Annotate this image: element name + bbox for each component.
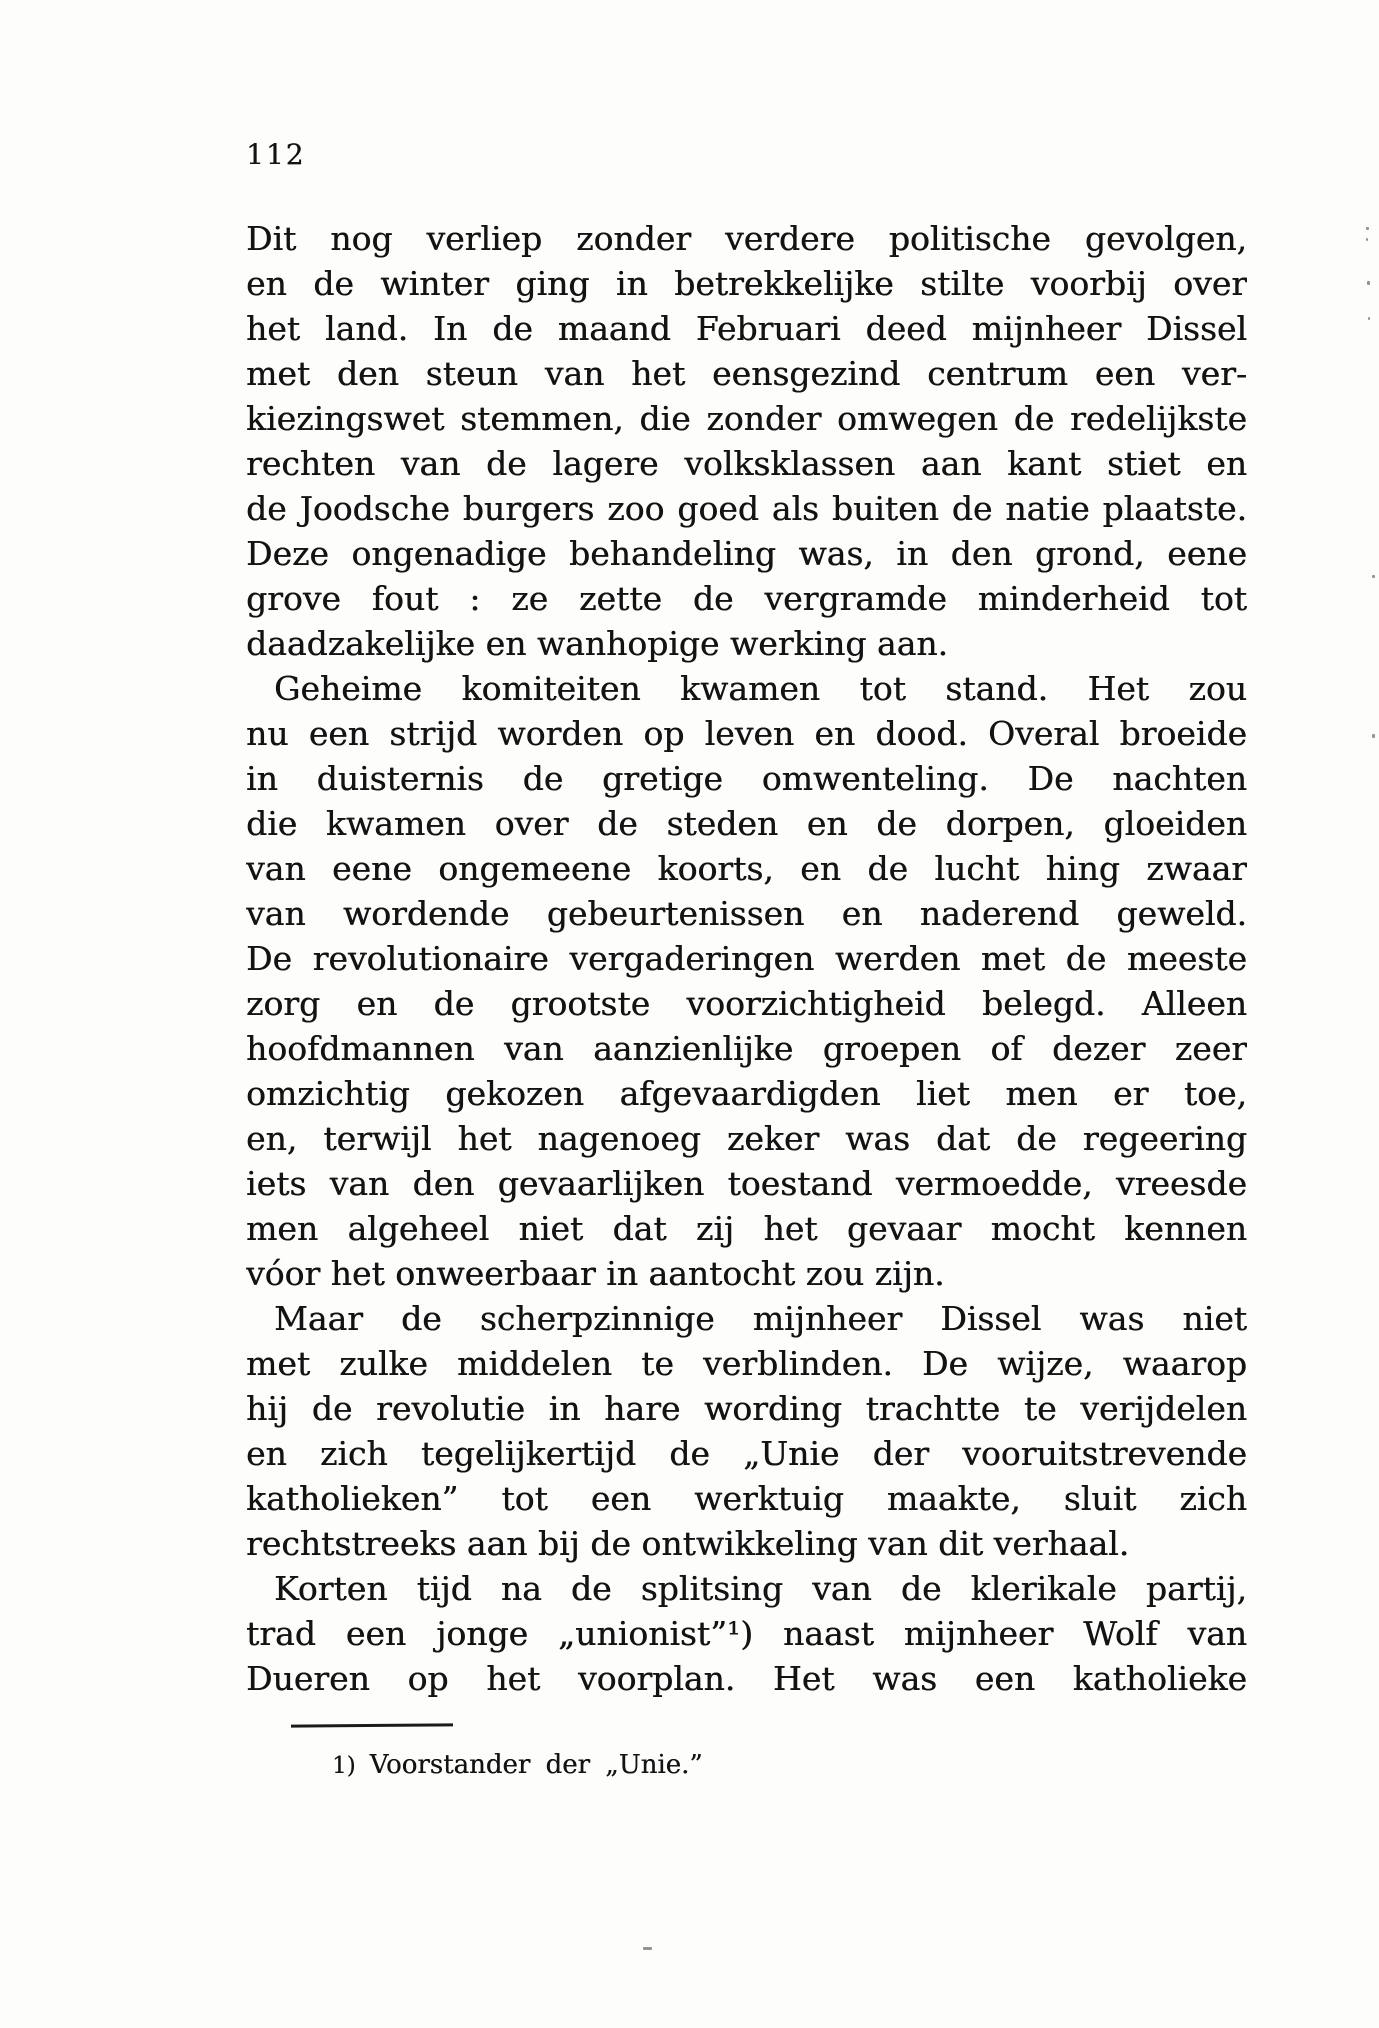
text-line: en, terwijl het nagenoeg zeker was dat de regeering <box>246 1119 1247 1158</box>
footnote-text: Voorstander der „Unie.” <box>369 1750 703 1780</box>
text-line: en zich tegelijkertijd de „Unie der vooruitstrevende <box>246 1434 1247 1473</box>
text-line: zorg en de grootste voorzichtigheid belegd. Alleen <box>246 984 1247 1023</box>
scan-speck <box>1368 317 1370 320</box>
text-line: De revolutionaire vergaderingen werden met de meeste <box>246 939 1247 978</box>
text-line: men algeheel niet dat zij het gevaar mocht kennen <box>246 1209 1247 1248</box>
text-line: met zulke middelen te verblinden. De wijze, waarop <box>246 1344 1247 1383</box>
text-line: vóor het onweerbaar in aantocht zou zijn. <box>246 1254 945 1293</box>
text-line: het land. In de maand Februari deed mijnheer Dissel <box>246 309 1247 348</box>
text-line: in duisternis de gretige omwenteling. De nachten <box>246 759 1247 798</box>
text-line: iets van den gevaarlijken toestand vermoedde, vreesde <box>246 1164 1247 1203</box>
text-line: met den steun van het eensgezind centrum een ver- <box>246 354 1247 393</box>
page-number: 112 <box>246 138 306 171</box>
footnote <box>332 1750 703 1780</box>
text-line: Geheime komiteiten kwamen tot stand. Het zou <box>274 669 1247 708</box>
text-line: van wordende gebeurtenissen en naderend geweld. <box>246 894 1247 933</box>
scan-speck <box>1372 734 1375 738</box>
scan-speck <box>1366 238 1368 241</box>
text-line: katholieken” tot een werktuig maakte, sluit zich <box>246 1479 1247 1518</box>
text-line: rechten van de lagere volksklassen aan kant stiet en <box>246 444 1247 483</box>
text-line: nu een strijd worden op leven en dood. Overal broeide <box>246 714 1247 753</box>
text-line: trad een jonge „unionist”¹) naast mijnheer Wolf van <box>246 1614 1247 1653</box>
text-line: grove fout : ze zette de vergramde minderheid tot <box>246 579 1247 618</box>
text-line: hoofdmannen van aanzienlijke groepen of dezer zeer <box>246 1029 1247 1068</box>
text-line: Korten tijd na de splitsing van de klerikale partij, <box>274 1569 1247 1608</box>
footnote-separator-rule <box>291 1723 453 1727</box>
text-line: Deze ongenadige behandeling was, in den grond, eene <box>246 534 1247 573</box>
text-line: Maar de scherpzinnige mijnheer Dissel was niet <box>274 1299 1247 1338</box>
text-line: Dit nog verliep zonder verdere politische gevolgen, <box>246 219 1247 258</box>
text-line: hij de revolutie in hare wording trachtte te verijdelen <box>246 1389 1247 1428</box>
text-line: en de winter ging in betrekkelijke stilte voorbij over <box>246 264 1247 303</box>
text-line: rechtstreeks aan bij de ontwikkeling van dit verhaal. <box>246 1524 1130 1563</box>
text-line: kiezingswet stemmen, die zonder omwegen de redelijkste <box>246 399 1247 438</box>
scan-speck <box>643 1947 652 1950</box>
scan-speck <box>1366 227 1369 230</box>
text-line: daadzakelijke en wanhopige werking aan. <box>246 624 948 663</box>
body-text-column <box>246 216 1247 1701</box>
text-line: Dueren op het voorplan. Het was een katholieke <box>246 1659 1247 1698</box>
scan-speck <box>1367 281 1370 285</box>
text-line: de Joodsche burgers zoo goed als buiten de natie plaatste. <box>246 489 1247 528</box>
text-line: omzichtig gekozen afgevaardigden liet men er toe, <box>246 1074 1247 1113</box>
scan-speck <box>1372 575 1375 578</box>
footnote-marker: 1) <box>332 1753 356 1779</box>
text-line: van eene ongemeene koorts, en de lucht hing zwaar <box>246 849 1247 888</box>
text-line: die kwamen over de steden en de dorpen, gloeiden <box>246 804 1247 843</box>
